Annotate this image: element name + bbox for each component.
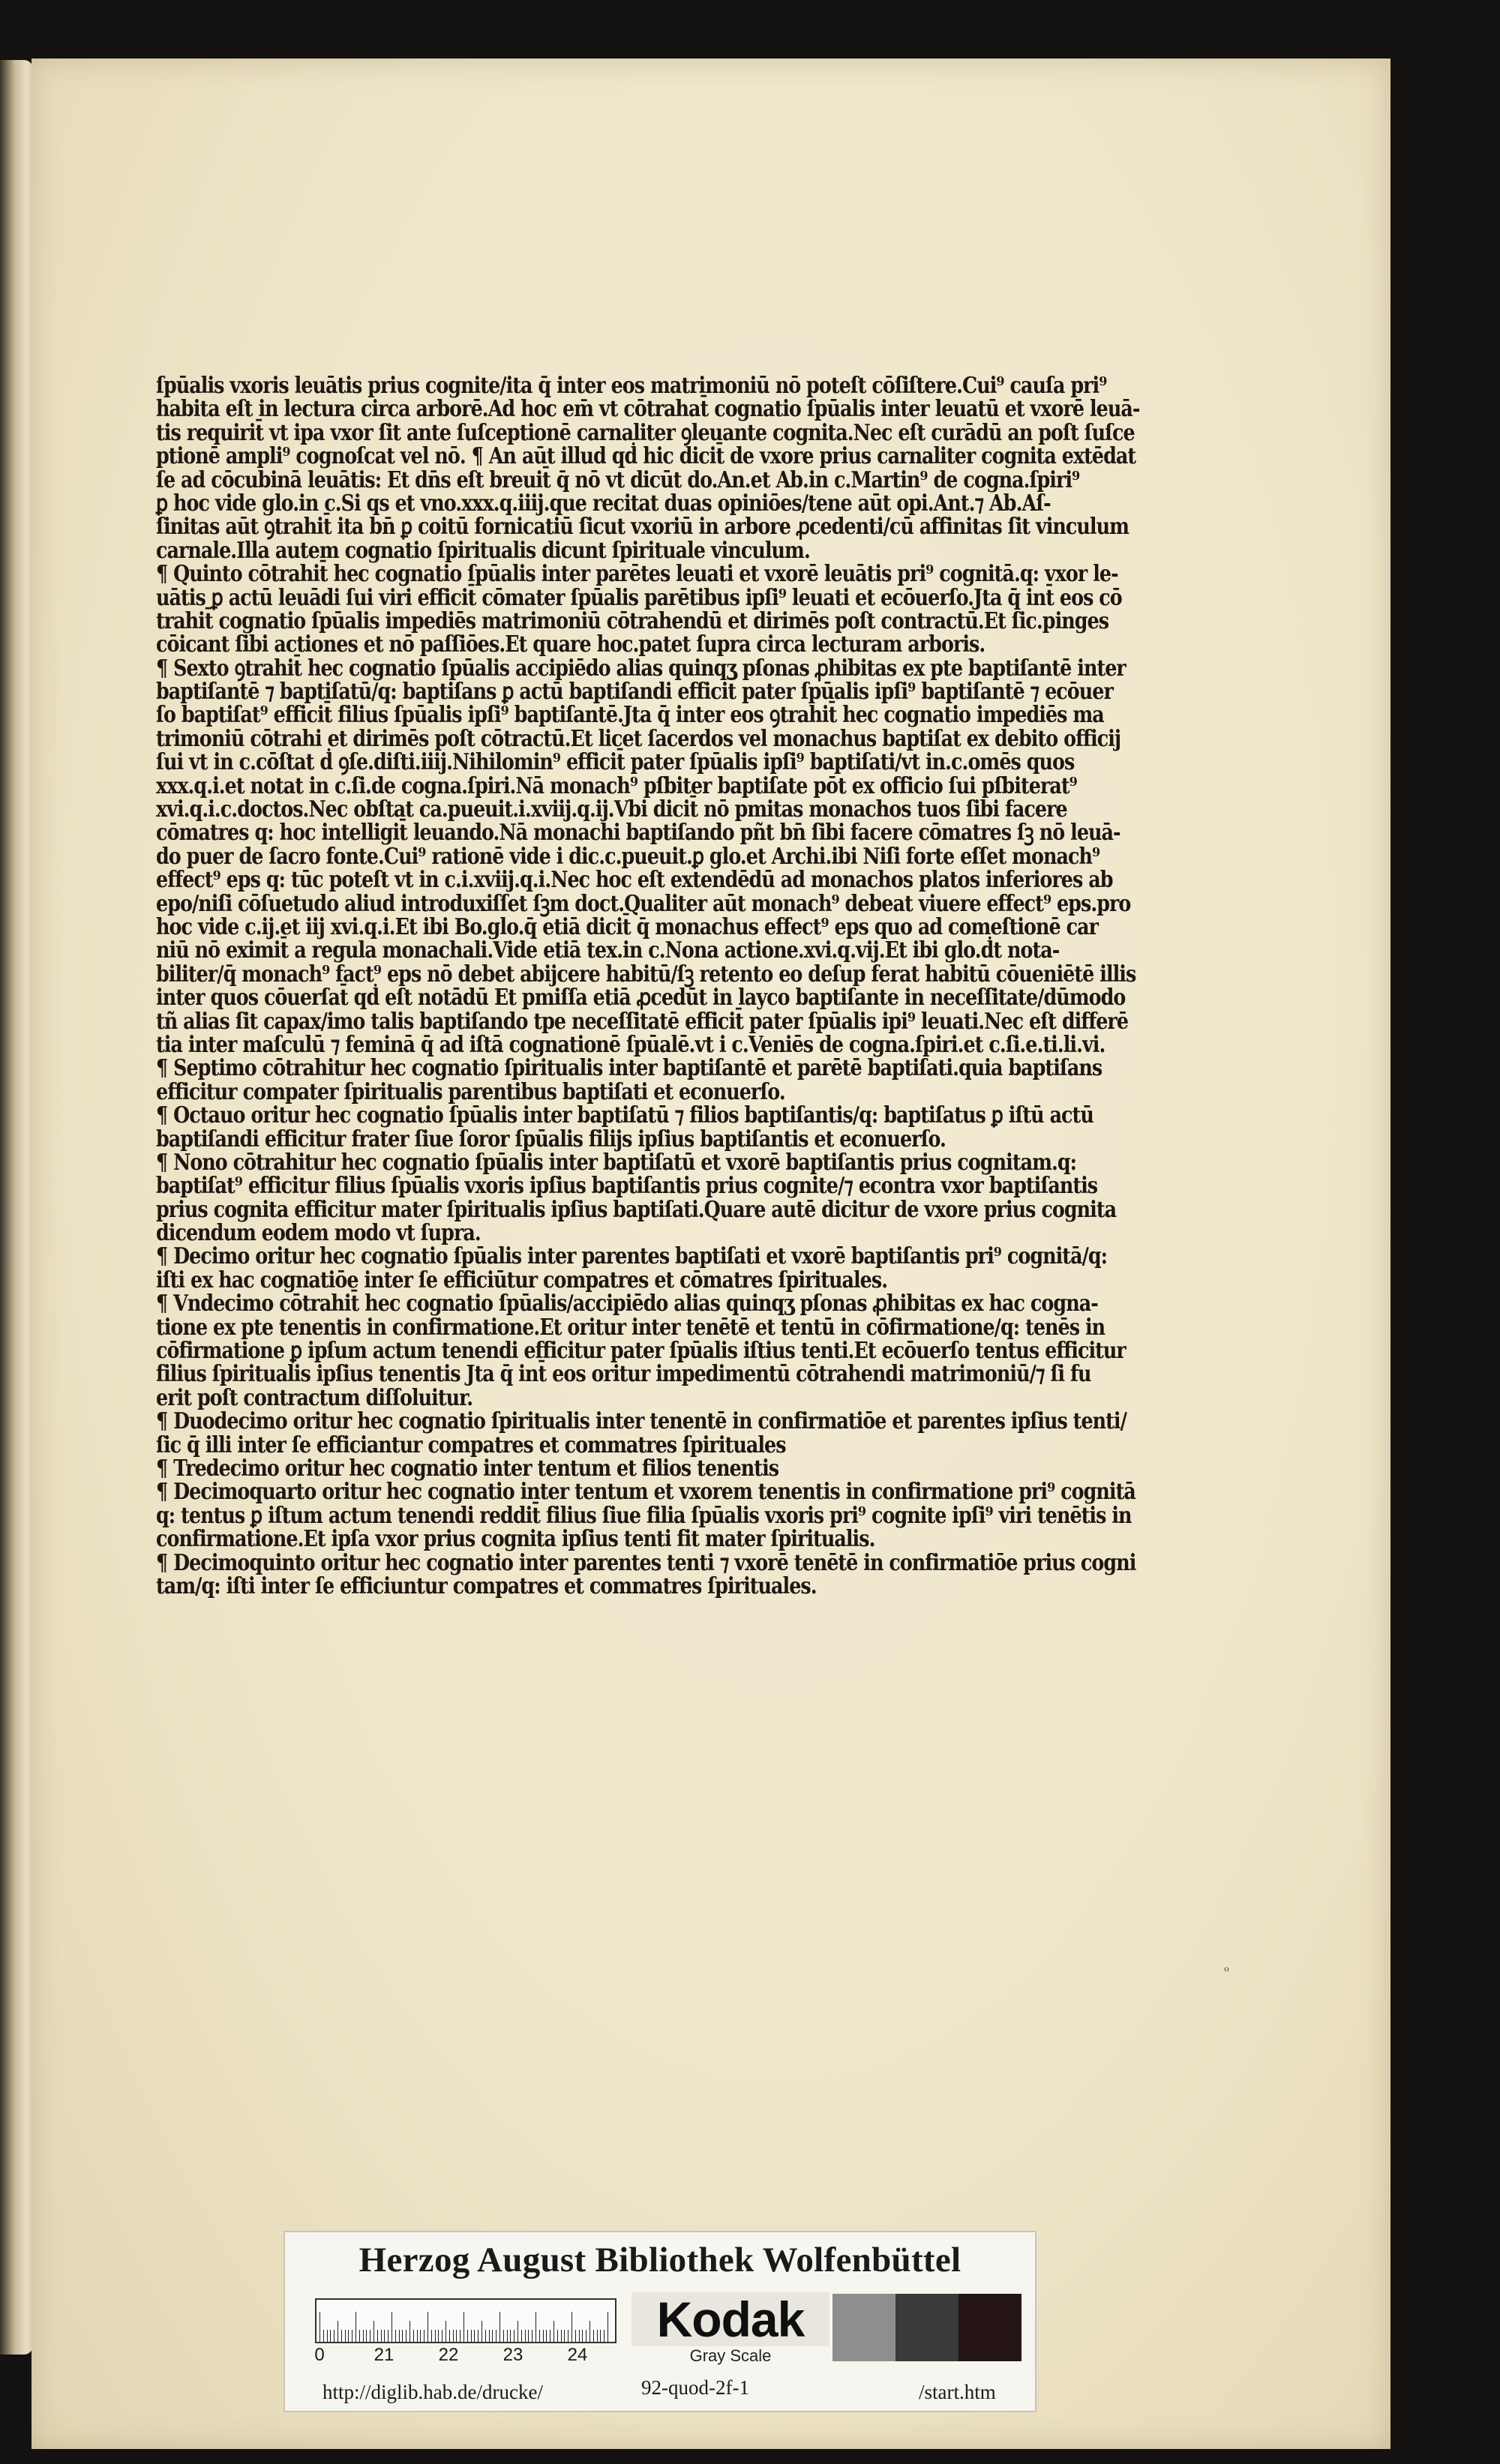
- text-line: uātis ꝑ actū leuādi ſui viri efficit̄ cōmater ſpūalis parētibus ipſi⁹ leuati et ecōuerſo.Jta q̄ int̄ eos cō: [156, 583, 1122, 610]
- ruler-tick: [395, 2330, 396, 2342]
- text-line: ſic q̄ illi inter ſe efficiantur compatres et commatres ſpirituales: [156, 1431, 786, 1458]
- book-spine-edge: [0, 60, 33, 2355]
- ruler-tick: [521, 2330, 522, 2342]
- text-line: ſinitas aūt ꝯtrahit̄ ita bn̄ ꝑ coitū fornicatiū ſicut vxoriū in arbore ꝓcedenti/cū affinitas ſit vinculum: [156, 513, 1130, 540]
- stray-mark: ₒ: [1224, 1959, 1229, 1975]
- ruler-tick: [456, 2330, 457, 2342]
- text-line: confirmatione.Et ipſa vxor prius cognita ipſius tenti fit mater ſpiritualis.: [156, 1525, 875, 1552]
- text-line: ¶ Quinto cōtrahit̄ hec cognatio ſpūalis inter parētes leuati et vxorē leuātis pri⁹ cognitā.q: vxor le-: [156, 560, 1118, 587]
- ruler-tick: [399, 2330, 400, 2342]
- text-line: xxx.q.i.et notat in c.ſi.de cogna.ſpiri.Nā monach⁹ pſbiter baptiſate pōt ex officio ſui pſbiterat⁹: [156, 772, 1077, 799]
- text-line: baptiſantē ⁊ baptiſatū/q: baptiſans ꝑ actū baptiſandi efficit̄ pater ſpūalis ipſi⁹ baptiſantē ⁊ ecōuer: [156, 678, 1113, 705]
- gray-scale-caption: Gray Scale: [689, 2346, 772, 2365]
- text-line: erit poſt contractum diſſoluitur.: [156, 1383, 473, 1410]
- ruler-tick: [431, 2330, 432, 2342]
- text-line: prius cognita efficitur mater ſpiritualis ipſius baptiſati.Quare autē dicitur de vxore prius cognita: [156, 1195, 1117, 1222]
- ruler-tick: [453, 2330, 454, 2342]
- ruler-number: 23: [502, 2345, 524, 2365]
- ruler-number: 0: [314, 2345, 325, 2365]
- text-line: ¶ Vndecimo cōtrahit̄ hec cognatio ſpūalis/accipiēdo alias quinqʒ pſonas ꝓhibitas ex hac cogna-: [156, 1290, 1098, 1317]
- text-line: ptionē ampli⁹ cognoſcat vel nō. ¶ An aūt illud qḋ hic dicit̄ de vxore prius carnaliter cognita extēdat: [156, 442, 1136, 469]
- ruler-tick: [492, 2330, 493, 2342]
- ruler-tick: [485, 2330, 486, 2342]
- ruler-tick: [345, 2330, 346, 2342]
- text-line: cōicant ſibi actiones et nō paſſiōes.Et quare hoc.patet ſupra circa lecturam arboris.: [156, 631, 986, 658]
- text-line: cōmatres q: hoc intelligit̄ leuando.Nā monachi baptiſando pñt bn̄ ſibi facere cōmatres ſꝫ nō leuā-: [156, 819, 1120, 846]
- text-line: inter quos cōuerſat̄ qḋ eſt notādū Et pmiſſa etiā ꝓcedūt in layco baptiſante in neceſſitate/dūmodo: [156, 984, 1126, 1011]
- ruler-number: 22: [438, 2345, 459, 2365]
- text-line: tis requirit̄ vt ipa vxor ſit ante ſuſceptionē carnaliter ꝯleuante cognita.Nec eſt curādū an poſt ſuſce: [156, 418, 1135, 445]
- ruler-tick: [539, 2330, 540, 2342]
- gray-swatch: [958, 2294, 1022, 2361]
- gray-scale-swatches: [832, 2294, 1020, 2361]
- text-line: ¶ Decimo oritur hec cognatio ſpūalis inter parentes baptiſati et vxorē baptiſantis pri⁹ cognitā/q:: [156, 1242, 1108, 1269]
- ruler-tick: [489, 2330, 490, 2342]
- ruler-tick: [467, 2330, 468, 2342]
- ruler-tick: [593, 2330, 594, 2342]
- library-label: [284, 2231, 1036, 2412]
- kodak-logo: Kodak: [632, 2292, 830, 2346]
- text-line: filius ſpiritualis ipſius tenentis Jta q̄ int̄ eos oritur impedimentū cōtrahendi matrimoniū/⁊ ſi fu: [156, 1360, 1091, 1387]
- text-line: ¶ Duodecimo oritur hec cognatio ſpiritualis inter tenentē in confirmatiōe et parentes ipſius tenti/: [156, 1407, 1126, 1434]
- ruler-tick: [417, 2330, 418, 2342]
- ruler-tick: [323, 2330, 324, 2342]
- ruler-scale: [315, 2298, 616, 2343]
- text-line: habita eſt in lectura circa arborē.Ad hoc em̄ vt cōtrahat̄ cognatio ſpūalis inter leuatū et vxorē leuā-: [156, 395, 1140, 422]
- ruler-tick: [377, 2330, 378, 2342]
- gray-swatch: [896, 2294, 958, 2361]
- text-line: ¶ Septimo cōtrahitur hec cognatio ſpiritualis inter baptiſantē et parētē baptiſati.quia baptiſans: [156, 1054, 1102, 1081]
- text-line: ¶ Decimoquinto oritur hec cognatio inter parentes tenti ⁊ vxorē tenētē in confirmatiōe prius cogni: [156, 1548, 1136, 1575]
- ruler-tick: [384, 2330, 385, 2342]
- ruler-tick: [507, 2330, 508, 2342]
- url-base: http://diglib.hab.de/drucke/: [322, 2381, 543, 2403]
- text-line: ¶ Nono cōtrahitur hec cognatio ſpūalis inter baptiſatū et vxorē baptiſantis prius cognitam.q:: [156, 1148, 1077, 1175]
- ruler-tick: [564, 2330, 565, 2342]
- ruler-tick: [546, 2330, 547, 2342]
- text-line: trahit̄ cognatio ſpūalis impediēs matrimoniū cōtrahendū et dirimēs poſt contractū.Et ſic.pinges: [156, 607, 1109, 634]
- text-line: ſui vt in c.cōſtat ḋ ꝯſe.diſti.iiij.Nihilomin⁹ efficit̄ pater ſpūalis ipſi⁹ baptiſati/vt in.c.omēs quos: [156, 748, 1075, 775]
- url-suffix: /start.htm: [919, 2381, 996, 2403]
- ruler-tick: [366, 2330, 367, 2342]
- text-line: ſe ad cōcubinā leuātis: Et dn̄s eſt breuit̄ q̄ nō vt dicūt do.An.et Ab.in c.Martin⁹ de cogna.ſpiri⁹: [156, 466, 1080, 493]
- ruler-tick: [474, 2330, 475, 2342]
- printed-text-block: [156, 373, 1225, 1597]
- text-line: ſpūalis vxoris leuātis prius cognite/ita q̄ inter eos matrimoniū nō poteſt cōſiſtere.Cui⁹ cauſa pri⁹: [156, 372, 1107, 398]
- ruler-tick: [471, 2330, 472, 2342]
- text-line: cōfirmatione ꝑ ipſum actum tenendi efficitur pater ſpūalis iſtius tenti.Et ecōuerſo tentus efficitur: [156, 1337, 1126, 1364]
- text-line: tñ alias ſit capax/imo talis baptiſando tpe neceſſitatē efficit̄ pater ſpūalis ipi⁹ leuati.Nec eſt differē: [156, 1007, 1129, 1034]
- ruler-tick: [449, 2330, 450, 2342]
- text-line: baptiſandi efficitur frater ſiue ſoror ſpūalis filijs ipſius baptiſantis et econuerſo.: [156, 1125, 946, 1152]
- ruler-tick: [597, 2330, 598, 2342]
- text-line: ¶ Sexto ꝯtrahit̄ hec cognatio ſpūalis accipiēdo alias quinqʒ pſonas ꝓhibitas ex pte baptiſantē inter: [156, 654, 1126, 681]
- ruler-tick: [413, 2330, 414, 2342]
- ruler-tick: [341, 2330, 342, 2342]
- gray-swatch: [832, 2294, 896, 2361]
- library-name: Herzog August Bibliothek Wolfenbüttel: [358, 2241, 962, 2280]
- text-line: carnale.Illa autem cognatio ſpiritualis dicunt ſpirituale vinculum.: [156, 536, 810, 563]
- ruler-tick: [435, 2330, 436, 2342]
- ruler-tick: [582, 2330, 583, 2342]
- ruler-tick: [528, 2330, 529, 2342]
- text-line: ¶ Tredecimo oritur hec cognatio inter tentum et filios tenentis: [156, 1454, 779, 1481]
- ruler-tick: [503, 2330, 504, 2342]
- ruler-tick: [438, 2330, 439, 2342]
- text-line: ſo baptiſat⁹ efficit̄ filius ſpūalis ipſi⁹ baptiſantē.Jta q̄ inter eos ꝯtrahit̄ hec cognatio impediēs ma: [156, 701, 1104, 728]
- ruler-tick: [575, 2330, 576, 2342]
- text-line: iſti ex hac cognatiōe inter ſe efficiūtur compatres et cōmatres ſpirituales.: [156, 1266, 888, 1293]
- ruler-tick: [525, 2330, 526, 2342]
- text-line: tione ex pte tenentis in confirmatione.Et oritur inter tenētē et tentū in cōfirmatione/q: tenēs in: [156, 1313, 1106, 1340]
- text-line: ¶ Octauo oritur hec cognatio ſpūalis inter baptiſatū ⁊ filios baptiſantis/q: baptiſatus ꝑ iſtū actū: [156, 1102, 1094, 1129]
- text-line: tia inter maſculū ⁊ feminā q̄ ad iſtā cognationē ſpūalē.vt i c.Veniēs de cogna.ſpiri.et c.ſi.e.ti.li.vi.: [156, 1030, 1106, 1057]
- text-line: ꝑ hoc vide glo.in c.Si qs et vno.xxx.q.iiij.que recitat duas opiniōes/tene aūt opi.Ant.⁊ Ab.Aſ-: [156, 489, 1051, 516]
- text-line: effect⁹ eps q: tūc poteſt vt in c.i.xviij.q.i.Nec hoc eſt extendēdū ad monachos platos inferiores ab: [156, 866, 1113, 893]
- text-line: do puer de ſacro fonte.Cui⁹ rationē vide i dic.c.pueuit.ꝑ glo.et Archi.ibi Niſi forte eſſet monach⁹: [156, 842, 1100, 869]
- ruler-tick: [557, 2330, 558, 2342]
- url-identifier: 92-quod-2f-1: [641, 2376, 749, 2399]
- text-line: niū nō eximit̄ a regula monachali.Vide etiā tex.in c.Nona actione.xvi.q.vij.Et ibi glo.ḋt nota-: [156, 937, 1060, 964]
- ruler-numbers: [315, 2345, 630, 2367]
- text-line: hoc vide c.ij.et iij xvi.q.i.Et ibi Bo.glo.q̄ etiā dicit̄ q̄ monachus effect⁹ eps quo ad comeſtionē car: [156, 913, 1099, 940]
- text-line: xvi.q.i.c.doctos.Nec obſtat ca.pueuit.i.xviij.q.ij.Vbi dicit̄ nō pmitas monachos tuos ſibi facere: [156, 796, 1067, 823]
- ruler-tick: [420, 2330, 421, 2342]
- ruler-tick: [510, 2330, 511, 2342]
- text-line: baptiſat⁹ efficitur filius ſpūalis vxoris ipſius baptiſantis prius cognite/⁊ econtra vxor baptiſantis: [156, 1172, 1098, 1199]
- ruler-tick: [561, 2330, 562, 2342]
- ruler-tick: [348, 2330, 349, 2342]
- text-line: ¶ Decimoquarto oritur hec cognatio inter tentum et vxorem tenentis in confirmatione pri⁹ cognitā: [156, 1478, 1136, 1505]
- ruler-tick: [543, 2330, 544, 2342]
- ruler-tick: [579, 2330, 580, 2342]
- text-line: efficitur compater ſpiritualis parentibus baptiſati et econuerſo.: [156, 1078, 785, 1105]
- ruler-number: 21: [374, 2345, 394, 2365]
- ruler-tick: [359, 2330, 360, 2342]
- ruler-number: 24: [567, 2345, 588, 2365]
- ruler-tick: [600, 2330, 601, 2342]
- book-page: [32, 58, 1390, 2449]
- text-line: q: tentus ꝑ iſtum actum tenendi reddit̄ filius ſiue filia ſpūalis vxoris pri⁹ cognite ipſi⁹ viri tenētis in: [156, 1501, 1132, 1528]
- text-line: trimoniū cōtrahi et dirimēs poſt cōtractū.Et licet ſacerdos vel monachus baptiſat ex debito officij: [156, 724, 1121, 751]
- ruler-tick: [327, 2330, 328, 2342]
- ruler-tick: [363, 2330, 364, 2342]
- ruler-tick: [381, 2330, 382, 2342]
- text-line: epo/niſi cōſuetudo aliud introduxiſſet ſꝫm doct.Qualiter aūt monach⁹ debeat viuere effect⁹ eps.pro: [156, 889, 1131, 916]
- ruler-tick: [402, 2330, 403, 2342]
- ruler-tick: [330, 2330, 331, 2342]
- text-line: biliter/q̄ monach⁹ fact⁹ eps nō debet abijcere habitū/ſꝫ retento eo deſup ferat habitū cōueniētē illis: [156, 960, 1136, 987]
- text-line: dicendum eodem modo vt ſupra.: [156, 1219, 481, 1246]
- text-line: tam/q: iſti inter ſe efficiuntur compatres et commatres ſpirituales.: [156, 1572, 817, 1599]
